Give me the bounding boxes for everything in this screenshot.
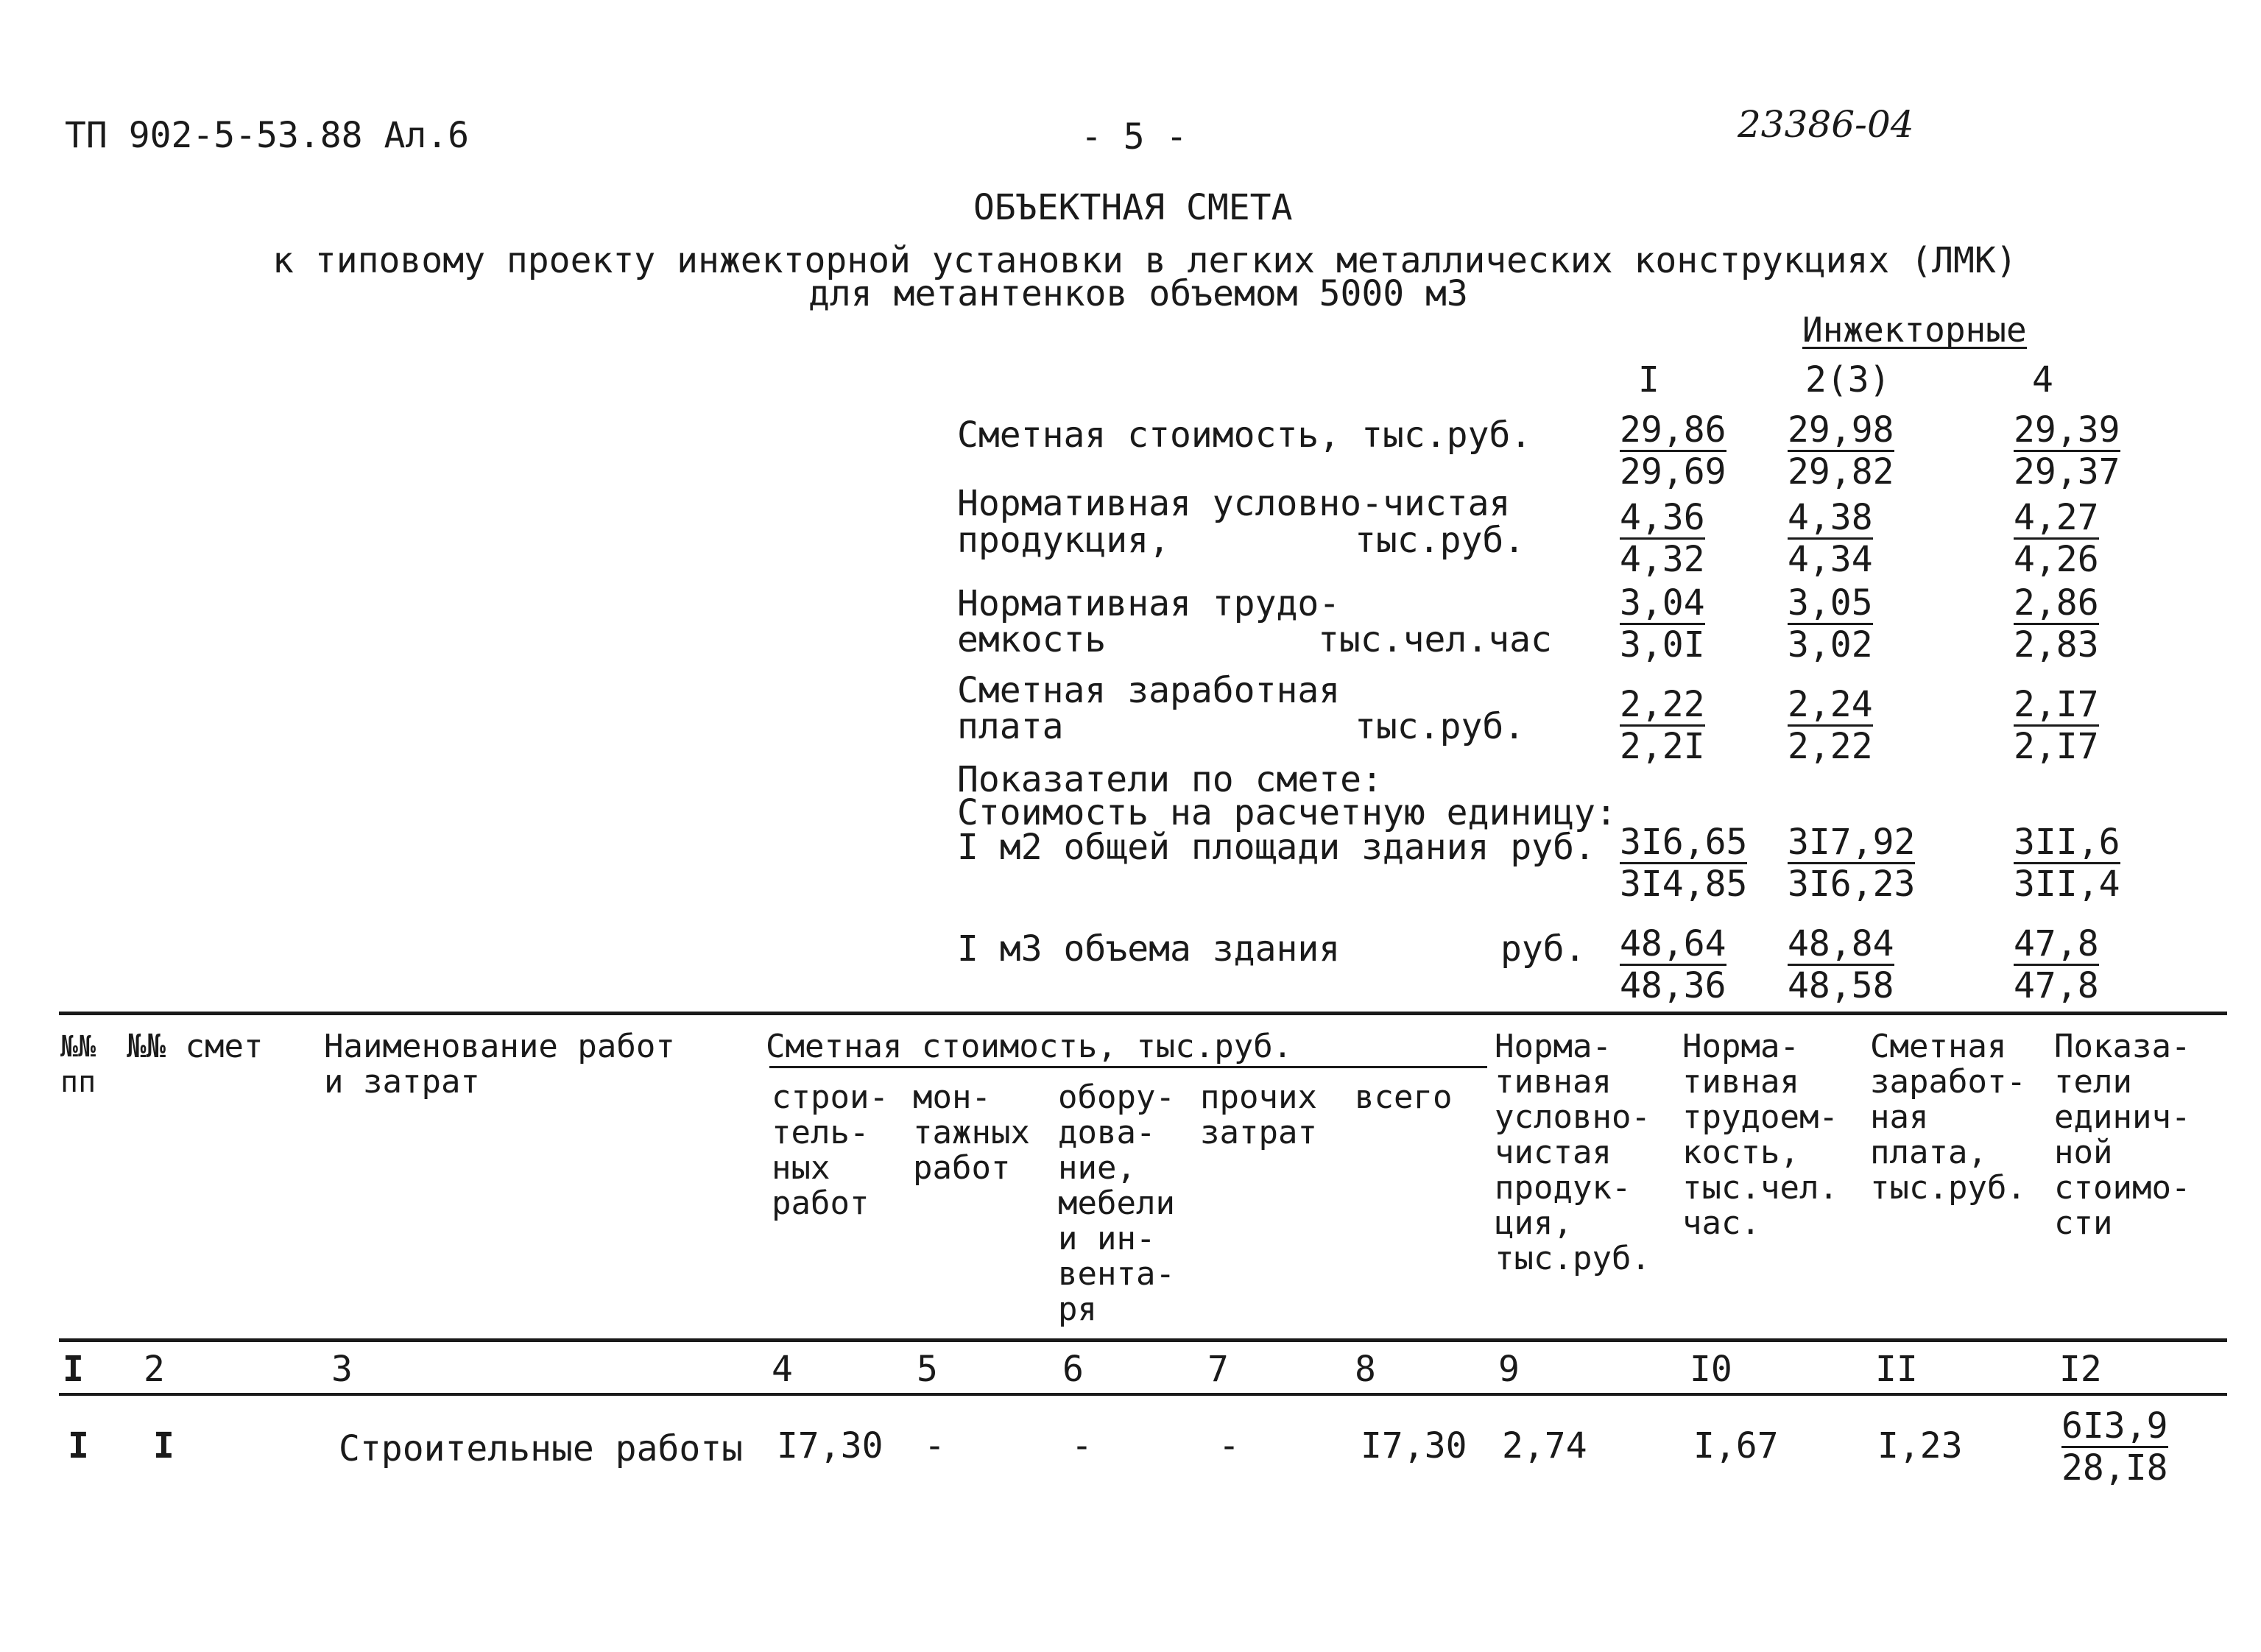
summary-label: плата: [957, 706, 1064, 747]
column-number: 2: [144, 1349, 165, 1390]
header-equipment: обору- дова- ние, мебели и ин- вента- ря: [1058, 1079, 1175, 1328]
header-installation: мон- тажных работ: [913, 1079, 1030, 1187]
summary-column-1: I: [1638, 359, 1659, 400]
column-number: 3: [331, 1349, 353, 1390]
summary-column-2: 2(3): [1805, 359, 1891, 400]
column-number: I: [63, 1349, 84, 1390]
document-code: ТП 902-5-53.88 Ал.6: [65, 115, 470, 156]
cell-estimate-number: I: [153, 1425, 174, 1466]
column-number: 5: [917, 1349, 938, 1390]
summary-group-label: Инжекторные: [1802, 310, 2027, 350]
header-unit-cost: Показа- тели единич- ной стоимо- сти: [2054, 1028, 2191, 1242]
indicators-subtitle: Стоимость на расчетную единицу:: [957, 792, 1617, 833]
summary-label: емкость: [957, 619, 1107, 660]
summary-unit: тыс.чел.час: [1318, 619, 1552, 660]
column-number: 9: [1498, 1349, 1520, 1390]
cell-installation: -: [924, 1425, 945, 1466]
summary-unit: тыс.руб.: [1355, 706, 1525, 747]
summary-value: $\frac{3II,6}{3II,4}$: [2014, 822, 2120, 905]
header-estimate-number: №№ смет: [127, 1028, 264, 1065]
header-labour: Норма- тивная трудоем- кость, тыс.чел. час.: [1682, 1028, 1838, 1242]
summary-unit: тыс.руб.: [1355, 520, 1525, 561]
cell-total: I7,30: [1361, 1425, 1467, 1466]
header-total: всего: [1355, 1079, 1453, 1116]
document-subtitle-line2: для метантенков объемом 5000 м3: [808, 273, 1468, 314]
summary-value: $\frac{29,98}{29,82}$: [1788, 409, 1894, 493]
summary-value: $\frac{4,38}{4,34}$: [1788, 497, 1873, 580]
page-number: - 5 -: [1081, 116, 1188, 158]
summary-value: $\frac{48,64}{48,36}$: [1620, 923, 1726, 1006]
summary-value: $\frac{3,05}{3,02}$: [1788, 582, 1873, 666]
summary-label: Нормативная условно-чистая: [957, 483, 1511, 524]
handwritten-document-number: 23386-04: [1738, 103, 1914, 146]
summary-value: $\frac{2,22}{2,2I}$: [1620, 684, 1705, 767]
cell-net-product: 2,74: [1502, 1425, 1587, 1466]
cell-row-number: I: [68, 1425, 89, 1466]
summary-label: Нормативная трудо-: [957, 583, 1341, 624]
summary-value: $\frac{29,86}{29,69}$: [1620, 409, 1726, 493]
header-cost-group: Сметная стоимость, тыс.руб.: [766, 1028, 1293, 1065]
summary-value: $\frac{2,I7}{2,I7}$: [2014, 684, 2099, 767]
column-number: 4: [772, 1349, 793, 1390]
header-row-number: №№ пп: [60, 1030, 96, 1099]
column-number: 6: [1062, 1349, 1084, 1390]
summary-label: продукция,: [957, 520, 1170, 561]
document-subtitle-line1: к типовому проекту инжекторной установки в легких металлических конструкциях (ЛМК): [272, 240, 2017, 281]
summary-value: $\frac{4,36}{4,32}$: [1620, 497, 1705, 580]
header-net-product: Норма- тивная условно- чистая продук- ция, тыс.руб.: [1495, 1028, 1651, 1277]
summary-value: $\frac{47,8}{47,8}$: [2014, 923, 2099, 1006]
column-number: 8: [1355, 1349, 1376, 1390]
indicator-label-m2: I м2 общей площади здания руб.: [957, 827, 1595, 868]
cell-wage: I,23: [1877, 1425, 1963, 1466]
column-number: I2: [2059, 1349, 2102, 1390]
summary-label: Сметная заработная: [957, 670, 1341, 711]
summary-value: $\frac{3I6,65}{3I4,85}$: [1620, 822, 1748, 905]
cell-work-name: Строительные работы: [339, 1428, 744, 1469]
header-other: прочих затрат: [1200, 1079, 1317, 1151]
summary-value: $\frac{2,86}{2,83}$: [2014, 582, 2099, 666]
summary-value: $\frac{29,39}{29,37}$: [2014, 409, 2120, 493]
column-numbers-rule: [59, 1393, 2227, 1396]
summary-value: $\frac{48,84}{48,58}$: [1788, 923, 1894, 1006]
table-top-rule: [59, 1012, 2227, 1015]
column-number: II: [1875, 1349, 1918, 1390]
cell-labour: I,67: [1693, 1425, 1779, 1466]
summary-value: $\frac{4,27}{4,26}$: [2014, 497, 2099, 580]
indicators-title: Показатели по смете:: [957, 759, 1383, 800]
summary-column-3: 4: [2032, 359, 2053, 400]
summary-value: $\frac{3,04}{3,0I}$: [1620, 582, 1705, 666]
column-number: 7: [1207, 1349, 1229, 1390]
header-wage: Сметная заработ- ная плата, тыс.руб.: [1870, 1028, 2026, 1207]
header-work-name: Наименование работ и затрат: [324, 1028, 675, 1101]
cell-unit-cost: $\frac{6I3,9}{28,I8}$: [2061, 1405, 2168, 1489]
cost-group-rule: [769, 1066, 1487, 1068]
cell-other: -: [1218, 1425, 1240, 1466]
summary-value: $\frac{3I7,92}{3I6,23}$: [1788, 822, 1916, 905]
document-title: ОБЪЕКТНАЯ СМЕТА: [973, 187, 1293, 228]
summary-label: Сметная стоимость, тыс.руб.: [957, 414, 1532, 456]
cell-construction: I7,30: [777, 1425, 883, 1466]
indicator-unit-m3: руб.: [1500, 928, 1586, 970]
indicator-label-m3: I м3 объема здания: [957, 928, 1341, 970]
header-bottom-rule: [59, 1338, 2227, 1342]
column-number: I0: [1690, 1349, 1732, 1390]
header-construction: строи- тель- ных работ: [772, 1079, 889, 1222]
summary-value: $\frac{2,24}{2,22}$: [1788, 684, 1873, 767]
cell-equipment: -: [1071, 1425, 1093, 1466]
